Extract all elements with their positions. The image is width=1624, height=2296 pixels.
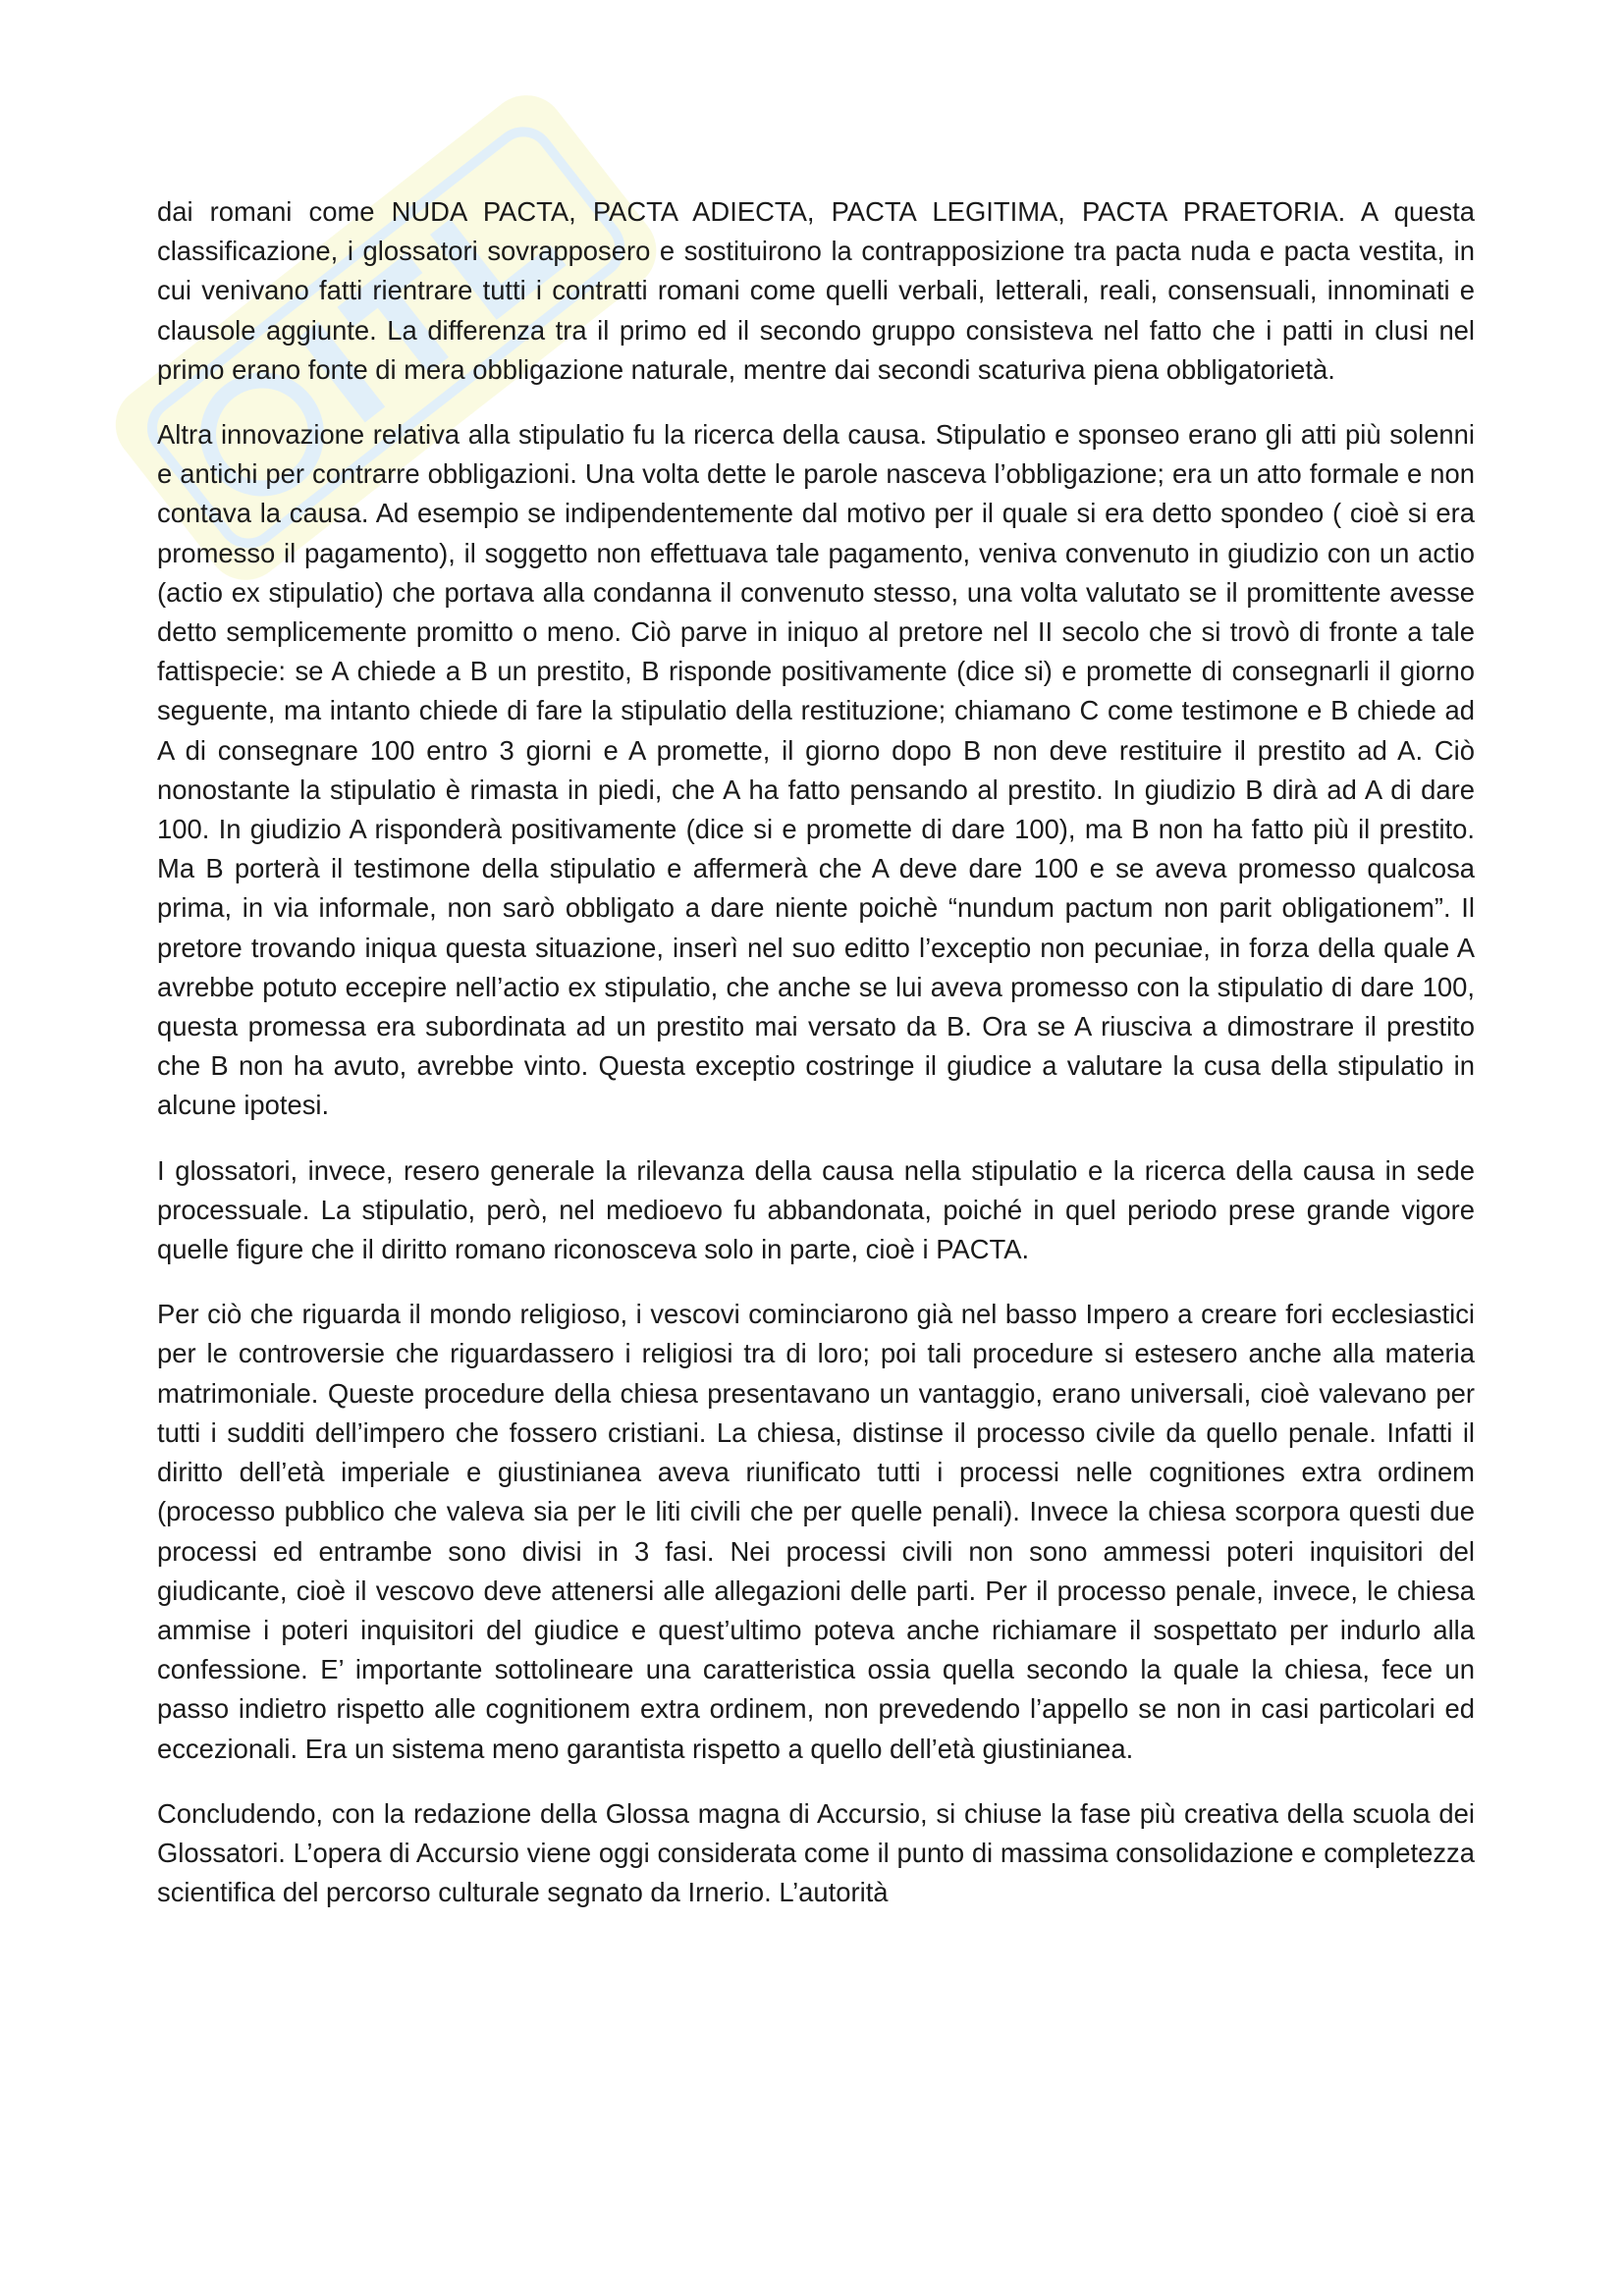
body-text xyxy=(157,192,1475,1912)
paragraph-1: dai romani come NUDA PACTA, PACTA ADIECTA, PACTA LEGITIMA, PACTA PRAETORIA. A questa classificazione, i glossatori sovrapposero e sostituirono la contrapposizione tra pacta nuda e pacta vestita, in cui venivano fatti rientrare tutti i contratti romani come quelli verbali, letterali, reali, consensuali, innominati e clausole aggiunte. La differenza tra il primo ed il secondo gruppo consisteva nel fatto che i patti in clusi nel primo erano fonte di mera obbligazione naturale, mentre dai secondi scaturiva piena obbligatorietà. xyxy=(157,196,1475,385)
paragraph-2: Altra innovazione relativa alla stipulatio fu la ricerca della causa. Stipulatio e sponseo erano gli atti più solenni e antichi per contrarre obbligazioni. Una volta dette le parole nasceva l’obbligazione; era un atto formale e non contava la causa. Ad esempio se indipendentemente dal motivo per il quale si era detto spondeo ( cioè si era promesso il pagamento), il soggetto non effettuava tale pagamento, veniva convenuto in giudizio con un actio (actio ex stipulatio) che portava alla condanna il convenuto stesso, una volta valutato se il promittente avesse detto semplicemente promitto o meno. Ciò parve in iniquo al pretore nel II secolo che si trovò di fronte a tale fattispecie: se A chiede a B un prestito, B risponde positivamente (dice si) e promette di consegnarli il giorno seguente, ma intanto chiede di fare la stipulatio della restituzione; chiamano C come testimone e B chiede ad A di consegnare 100 entro 3 giorni e A promette, il giorno dopo B non deve restituire il prestito ad A. Ciò nonostante la stipulatio è rimasta in piedi, che A ha fatto pensando al prestito. In giudizio B dirà ad A di dare 100. In giudizio A risponderà positivamente (dice si e promette di dare 100), ma B non ha fatto più il prestito. Ma B porterà il testimone della stipulatio e affermerà che A deve dare 100 e se aveva promesso qualcosa prima, in via informale, non sarò obbligato a dare niente poichè “nundum pactum non parit obligationem”. Il pretore trovando iniqua questa situazione, inserì nel suo editto l’exceptio non pecuniae, in forza della quale A avrebbe potuto eccepire nell’actio ex stipulatio, che anche se lui aveva promesso con la stipulatio di dare 100, questa promessa era subordinata ad un prestito mai versato da B. Ora se A riusciva a dimostrare il prestito che B non ha avuto, avrebbe vinto. Questa exceptio costringe il giudice a valutare la cusa della stipulatio in alcune ipotesi. xyxy=(157,419,1475,1121)
paragraph-5: Concludendo, con la redazione della Glossa magna di Accursio, si chiuse la fase più creativa della scuola dei Glossatori. L’opera di Accursio viene oggi considerata come il punto di massima consolidazione e completezza scientifica del percorso culturale segnato da Irnerio. L’autorità xyxy=(157,1797,1475,1908)
paragraph-3: I glossatori, invece, resero generale la rilevanza della causa nella stipulatio e la ricerca della causa in sede processuale. La stipulatio, però, nel medioevo fu abbandonata, poiché in quel periodo prese grande vigore quelle figure che il diritto romano riconosceva solo in parte, cioè i PACTA. xyxy=(157,1154,1475,1265)
paragraph-4: Per ciò che riguarda il mondo religioso, i vescovi cominciarono già nel basso Impero a creare fori ecclesiastici per le controversie che riguardassero i religiosi tra di loro; poi tali procedure si estesero anche alla materia matrimoniale. Queste procedure della chiesa presentavano un vantaggio, erano universali, cioè valevano per tutti i sudditi dell’impero che fossero cristiani. La chiesa, distinse il processo civile da quello penale. Infatti il diritto dell’età imperiale e giustinianea aveva riunificato tutti i processi nelle cognitiones extra ordinem (processo pubblico che valeva sia per le liti civili che per quelle penali). Invece la chiesa scorpora questi due processi ed entrambe sono divisi in 3 fasi. Nei processi civili non sono ammessi poteri inquisitori del giudicante, cioè il vescovo deve attenersi alle allegazioni delle parti. Per il processo penale, invece, le chiesa ammise i poteri inquisitori del giudice e quest’ultimo poteva anche richiamare il sospettato per indurlo alla confessione. E’ importante sottolineare una caratteristica ossia quella secondo la quale la chiesa, fece un passo indietro rispetto alle cognitionem extra ordinem, non prevedendo l’appello se non in casi particolari ed eccezionali. Era un sistema meno garantista rispetto a quello dell’età giustinianea. xyxy=(157,1299,1475,1764)
